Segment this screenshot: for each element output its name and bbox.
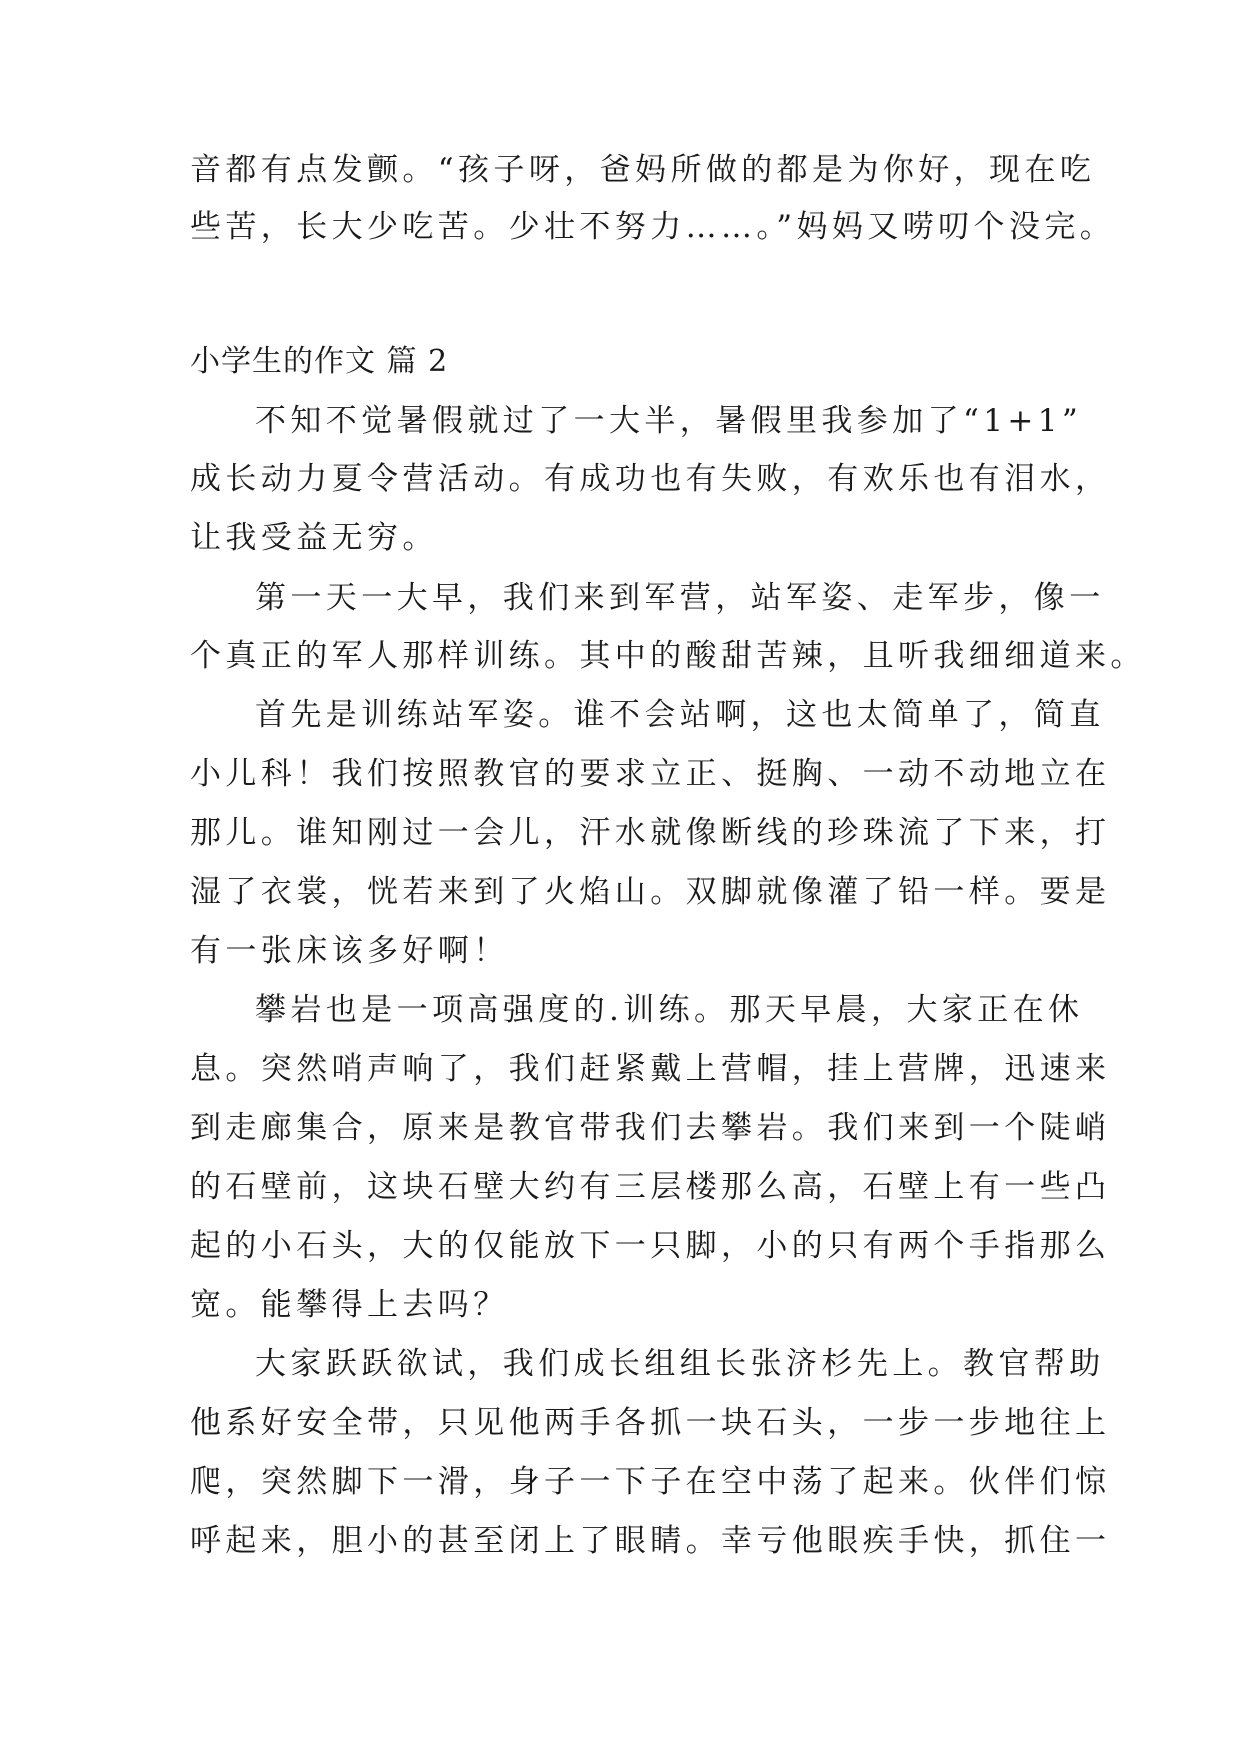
text-line: 音都有点发颤。“孩子呀，爸妈所做的都是为你好，现在吃 [190, 152, 1096, 188]
text-line: 他系好安全带，只见他两手各抓一块石头，一步一步地往上 [190, 1405, 1111, 1441]
text-line: 湿了衣裳，恍若来到了火焰山。双脚就像灌了铅一样。要是 [190, 874, 1111, 910]
text-line: 小儿科！我们按照教官的要求立正、挺胸、一动不动地立在 [190, 756, 1111, 792]
text-line: 起的小石头，大的仅能放下一只脚，小的只有两个手指那么 [190, 1228, 1111, 1264]
text-line: 到走廊集合，原来是教官带我们去攀岩。我们来到一个陡峭 [190, 1110, 1111, 1146]
text-line: 的石壁前，这块石壁大约有三层楼那么高，石壁上有一些凸 [190, 1169, 1111, 1205]
paragraph-first-line: 不知不觉暑假就过了一大半，暑假里我参加了“1+1” [255, 403, 1083, 439]
paragraph-first-line: 攀岩也是一项高强度的.训练。那天早晨，大家正在休 [255, 992, 1084, 1028]
text-line: 息。突然哨声响了，我们赶紧戴上营帽，挂上营牌，迅速来 [190, 1051, 1111, 1087]
text-line: 那儿。谁知刚过一会儿，汗水就像断线的珍珠流了下来，打 [190, 815, 1111, 851]
text-line: 让我受益无穷。 [190, 520, 438, 556]
text-line: 爬，突然脚下一滑，身子一下子在空中荡了起来。伙伴们惊 [190, 1464, 1111, 1500]
paragraph-first-line: 首先是训练站军姿。谁不会站啊，这也太简单了，简直 [255, 697, 1105, 733]
text-line: 成长动力夏令营活动。有成功也有失败，有欢乐也有泪水， [190, 461, 1111, 497]
text-line: 有一张床该多好啊！ [190, 933, 509, 969]
paragraph-first-line: 大家跃跃欲试，我们成长组组长张济杉先上。教官帮助 [255, 1346, 1105, 1382]
text-line: 个真正的军人那样训练。其中的酸甜苦辣，且听我细细道来。 [190, 638, 1146, 674]
section-heading: 小学生的作文 篇 2 [190, 344, 449, 379]
text-line: 宽。能攀得上去吗？ [190, 1287, 509, 1323]
paragraph-first-line: 第一天一大早，我们来到军营，站军姿、走军步，像一 [255, 580, 1105, 616]
text-line: 些苦，长大少吃苦。少壮不努力……。”妈妈又唠叨个没完。 [190, 209, 1116, 245]
text-line: 呼起来，胆小的甚至闭上了眼睛。幸亏他眼疾手快，抓住一 [190, 1523, 1111, 1559]
